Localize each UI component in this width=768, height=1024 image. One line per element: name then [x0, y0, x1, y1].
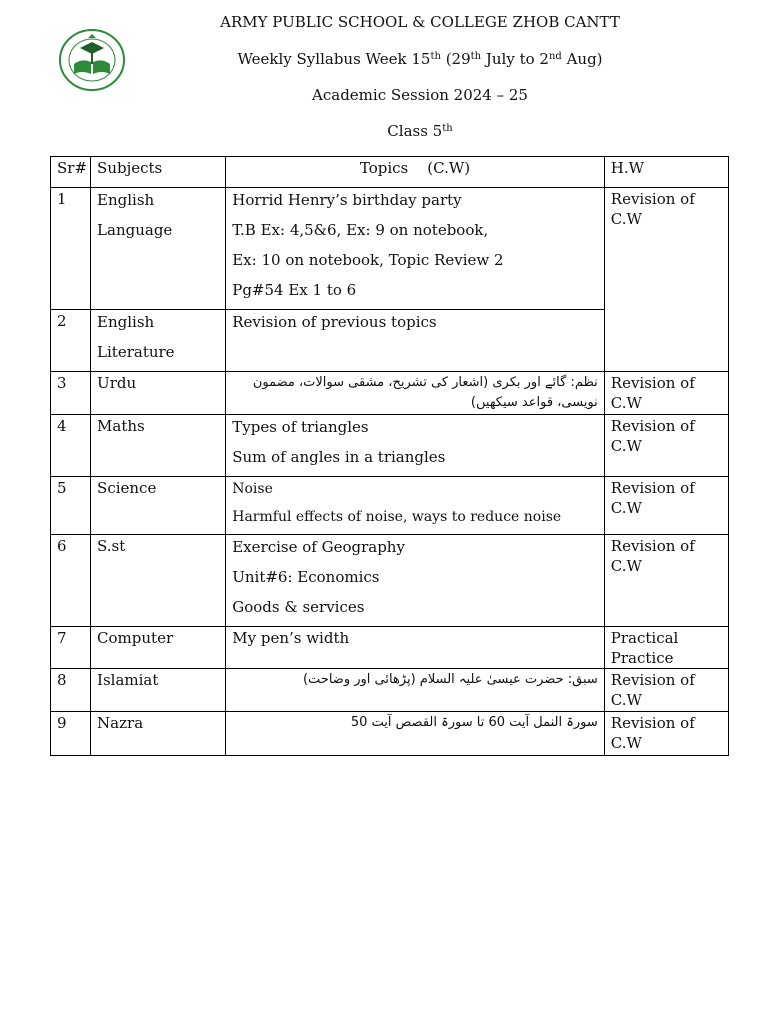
subject-cell: Islamiat [91, 669, 226, 712]
topics-cell: Exercise of Geography Unit#6: Economics Goods & services [226, 535, 605, 627]
sr-cell: 9 [51, 712, 91, 756]
subject-cell: English Language [91, 188, 226, 310]
hw-cell: Revision of C.W [604, 372, 728, 415]
table-row [51, 535, 729, 627]
header-hw: H.W [604, 157, 728, 188]
subject-cell: Maths [91, 415, 226, 477]
syllabus-table [50, 156, 729, 756]
subject-cell: Science [91, 477, 226, 535]
sr-cell: 1 [51, 188, 91, 310]
table-row [51, 712, 729, 756]
week-line: Weekly Syllabus Week 15th (29th July to 2nd Aug) [237, 50, 603, 68]
topics-cell: Noise Harmful effects of noise, ways to reduce noise [226, 477, 605, 535]
class-line: Class 5th [387, 122, 453, 140]
table-row [51, 415, 729, 477]
subject-cell: Nazra [91, 712, 226, 756]
hw-cell: Revision of C.W [604, 415, 728, 477]
hw-cell: Revision of C.W [604, 669, 728, 712]
sr-cell: 7 [51, 627, 91, 669]
table-row [51, 627, 729, 669]
hw-cell: Revision of C.W [604, 535, 728, 627]
topics-cell: Types of triangles Sum of angles in a triangles [226, 415, 605, 477]
topics-cell: Revision of previous topics [226, 310, 605, 372]
topics-cell-urdu: سورۃ النمل آیت 60 تا سورۃ القصص آیت 50 [226, 712, 605, 756]
topics-cell-urdu: نظم: گائے اور بکری (اشعار کی تشریح، مشقی سوالات، مضمون نویسی، قواعد سیکھیں) [226, 372, 605, 415]
topics-cell: Horrid Henry’s birthday party T.B Ex: 4,5&6, Ex: 9 on notebook, Ex: 10 on notebook, Topic Review 2 Pg#54 Ex 1 to 6 [226, 188, 605, 310]
hw-cell: Revision of C.W [604, 188, 728, 372]
hw-cell: Practical Practice [604, 627, 728, 669]
subject-cell: Urdu [91, 372, 226, 415]
sr-cell: 2 [51, 310, 91, 372]
topics-cell: My pen’s width [226, 627, 605, 669]
subject-cell: S.st [91, 535, 226, 627]
table-row [51, 372, 729, 415]
hw-cell: Revision of C.W [604, 477, 728, 535]
school-name: ARMY PUBLIC SCHOOL & COLLEGE ZHOB CANTT [220, 13, 620, 31]
table-row [51, 477, 729, 535]
hw-cell: Revision of C.W [604, 712, 728, 756]
academic-session: Academic Session 2024 – 25 [312, 86, 528, 104]
sr-cell: 5 [51, 477, 91, 535]
header-subjects: Subjects [91, 157, 226, 188]
table-row [51, 669, 729, 712]
sr-cell: 6 [51, 535, 91, 627]
header-row [51, 157, 729, 188]
subject-cell: English Literature [91, 310, 226, 372]
subject-cell: Computer [91, 627, 226, 669]
sr-cell: 8 [51, 669, 91, 712]
topics-cell-urdu: سبق: حضرت عیسیٰ علیہ السلام (پڑھائی اور وضاحت) [226, 669, 605, 712]
header-sr: Sr# [51, 157, 91, 188]
sr-cell: 4 [51, 415, 91, 477]
sr-cell: 3 [51, 372, 91, 415]
header-topics: Topics (C.W) [226, 157, 605, 188]
school-logo [58, 28, 126, 92]
table-row [51, 188, 729, 310]
